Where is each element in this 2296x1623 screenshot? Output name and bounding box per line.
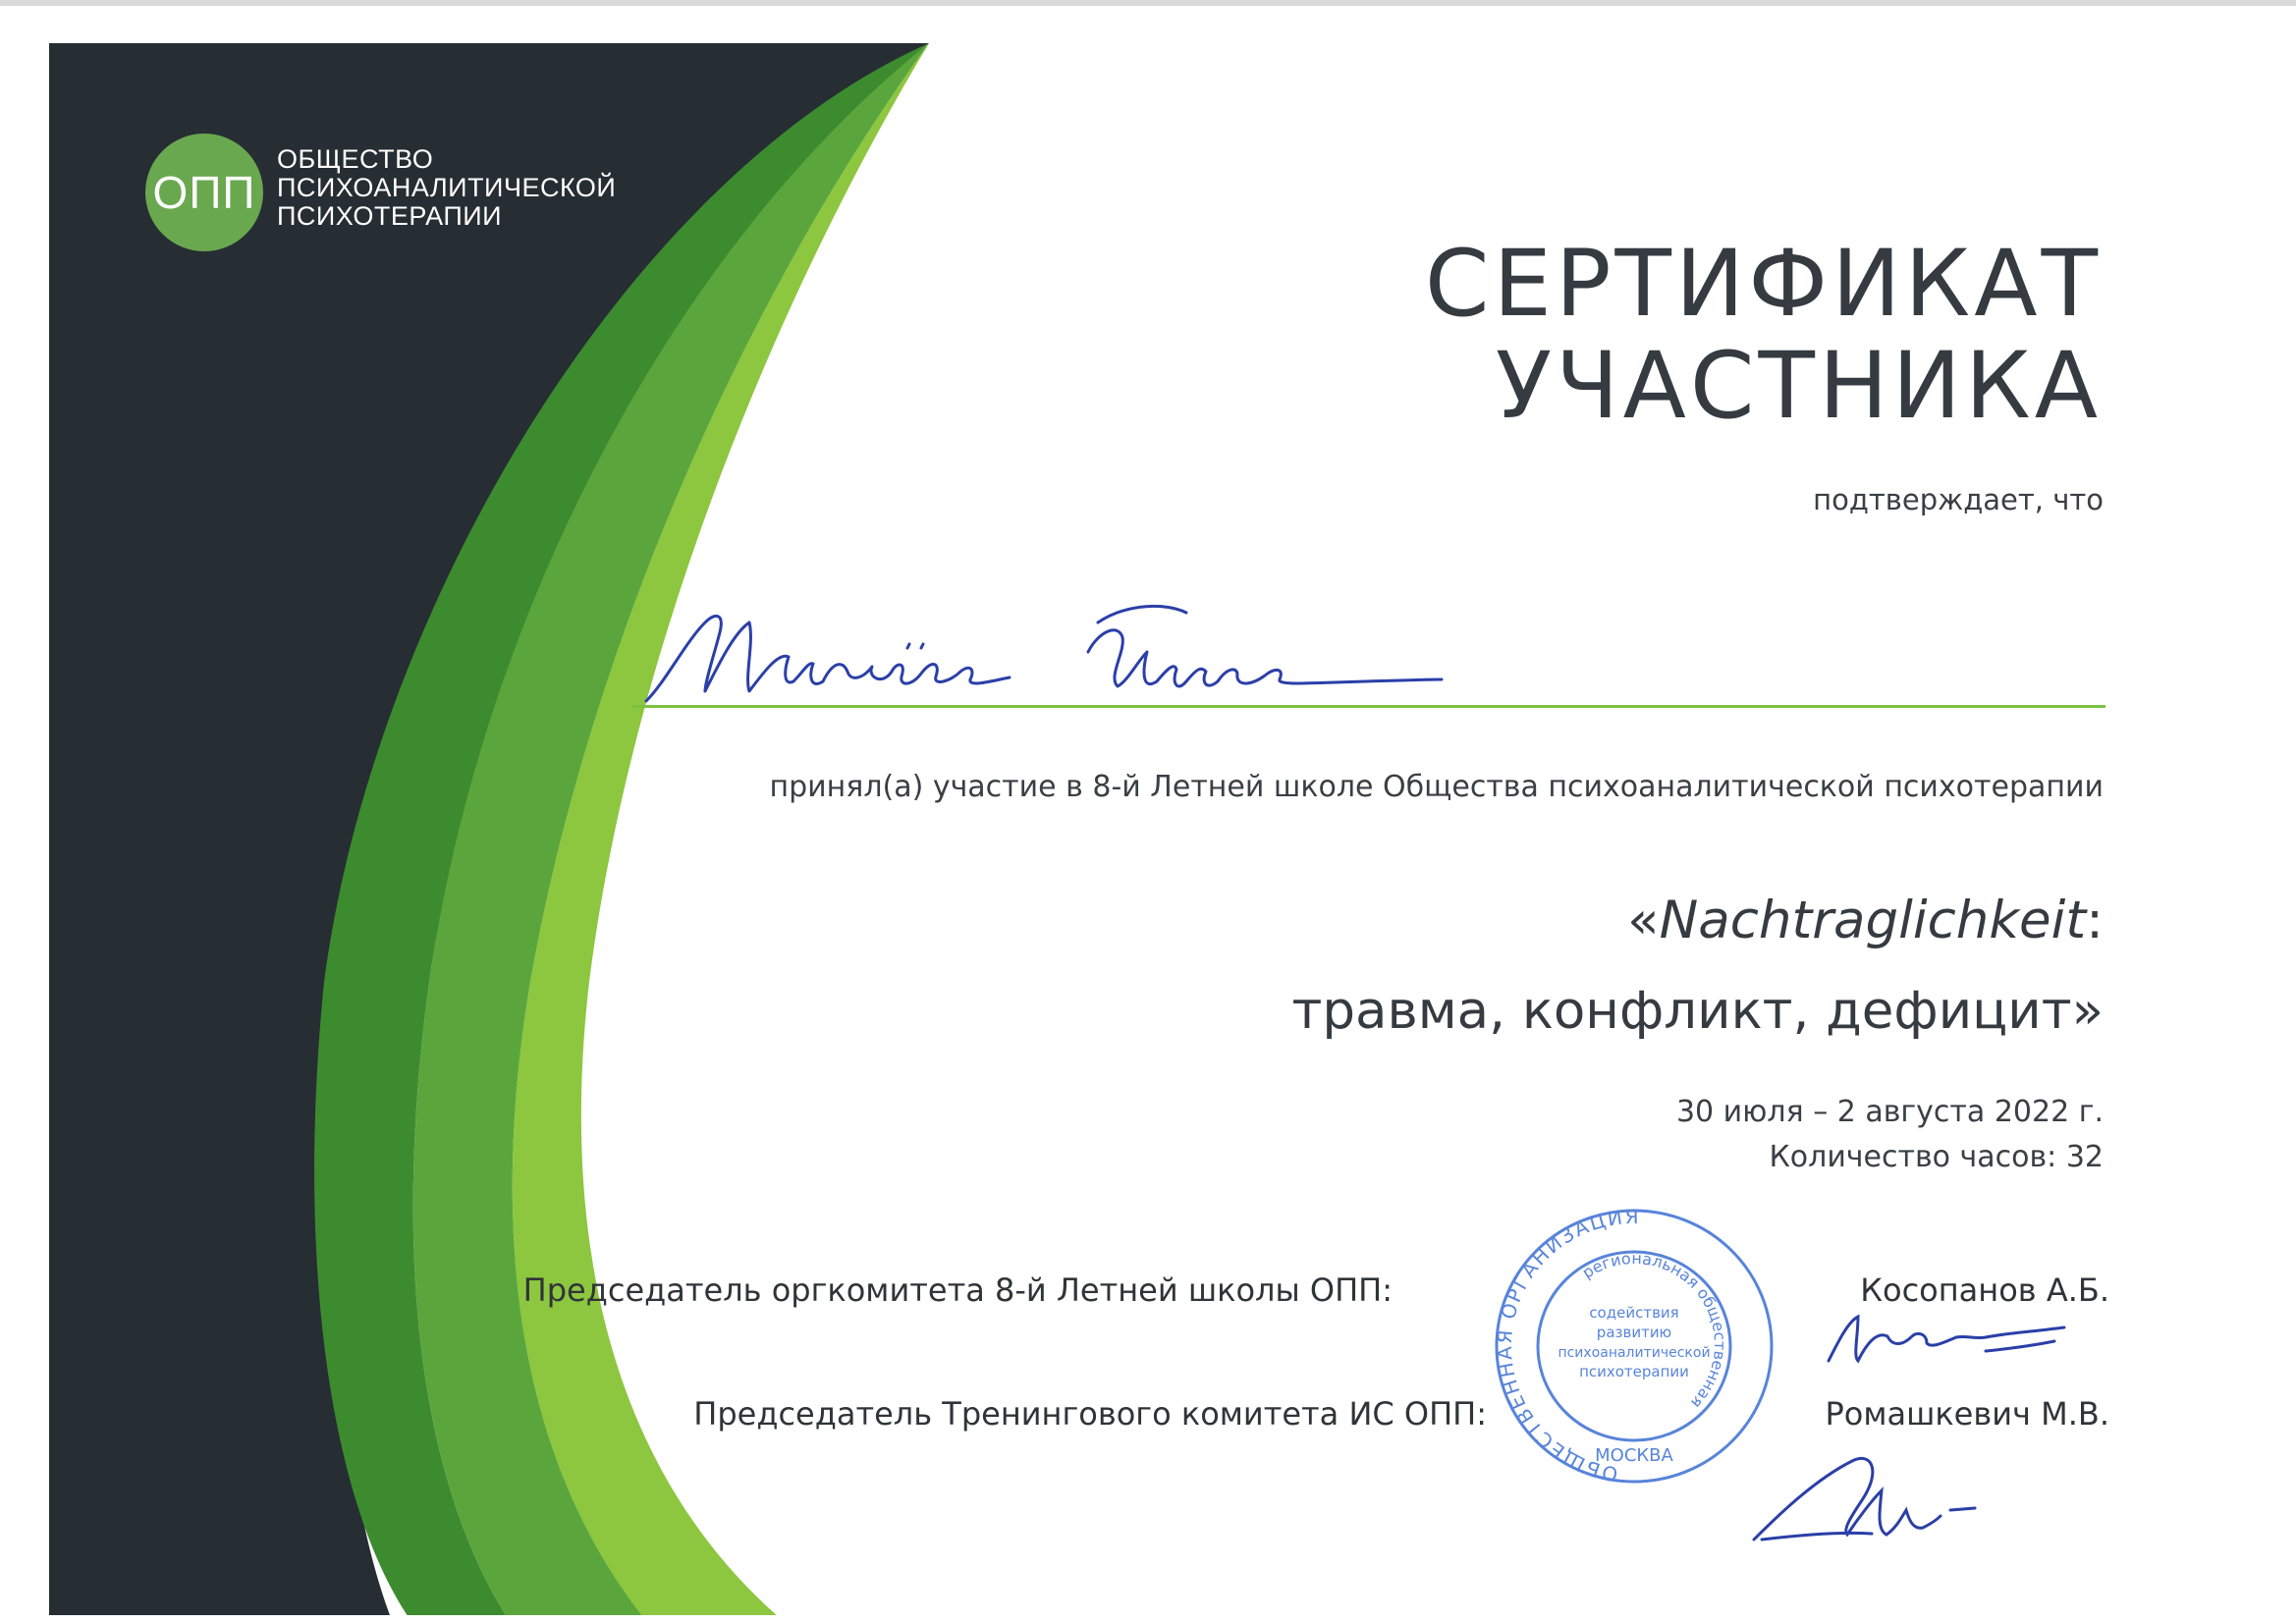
title-line-2: УЧАСТНИКА bbox=[1495, 333, 2102, 440]
logo-line-3: ПСИХОТЕРАПИИ bbox=[277, 201, 503, 231]
stamp-outer-text: ОБЩЕСТВЕННАЯ ОРГАНИЗАЦИЯ bbox=[1492, 1204, 1641, 1487]
signatory-name-2: Ромашкевич М.В. bbox=[1825, 1395, 2109, 1433]
event-quote-open: « bbox=[1627, 891, 1660, 950]
page-bottom-margin bbox=[0, 1615, 2296, 1623]
event-details bbox=[1676, 1090, 2104, 1180]
participant-name-handwriting bbox=[636, 583, 1559, 721]
stamp-center-line-4: психотерапии bbox=[1579, 1363, 1689, 1380]
logo-abbreviation: ОПП bbox=[152, 167, 256, 218]
logo-organization-name bbox=[277, 145, 616, 231]
stamp-center-line-2: развитию bbox=[1596, 1324, 1672, 1341]
signature-kosopanov bbox=[1819, 1302, 2074, 1380]
event-title-line-1 bbox=[1291, 876, 2104, 966]
certificate-title bbox=[1424, 231, 2102, 440]
signature-romashkevich bbox=[1744, 1441, 1980, 1559]
signatory-role-2: Председатель Тренингового комитета ИС ОПП: bbox=[693, 1395, 1487, 1433]
event-dates: 30 июля – 2 августа 2022 г. bbox=[1675, 1095, 2104, 1129]
logo-line-2: ПСИХОАНАЛИТИЧЕСКОЙ bbox=[277, 173, 617, 202]
stamp-center-line-3: психоаналитической bbox=[1558, 1345, 1711, 1361]
event-title-foreign-word: Nachtraglichkeit bbox=[1659, 891, 2087, 950]
stamp-city: МОСКВА bbox=[1595, 1445, 1673, 1466]
signatory-role-1: Председатель оргкомитета 8-й Летней школы ОПП: bbox=[522, 1271, 1393, 1309]
opp-logo bbox=[145, 134, 774, 251]
stamp-center-line-1: содействия bbox=[1589, 1304, 1679, 1322]
participation-text: принял(а) участие в 8-й Летней школе Общества психоаналитической психотерапии bbox=[769, 770, 2104, 804]
event-title bbox=[1291, 876, 2104, 1056]
title-line-1: СЕРТИФИКАТ bbox=[1424, 231, 2102, 338]
logo-circle bbox=[145, 134, 263, 251]
stamp-inner-text: региональная общественная bbox=[1578, 1248, 1730, 1413]
logo-line-1: ОБЩЕСТВО bbox=[277, 144, 434, 174]
signatory-name-1: Косопанов А.Б. bbox=[1860, 1271, 2109, 1309]
event-hours: Количество часов: 32 bbox=[1769, 1140, 2104, 1174]
event-title-line-2: травма, конфликт, дефицит» bbox=[1291, 981, 2104, 1041]
confirms-text: подтверждает, что bbox=[1813, 483, 2104, 516]
participant-name-underline bbox=[632, 705, 2105, 708]
event-title-colon: : bbox=[2086, 891, 2104, 950]
